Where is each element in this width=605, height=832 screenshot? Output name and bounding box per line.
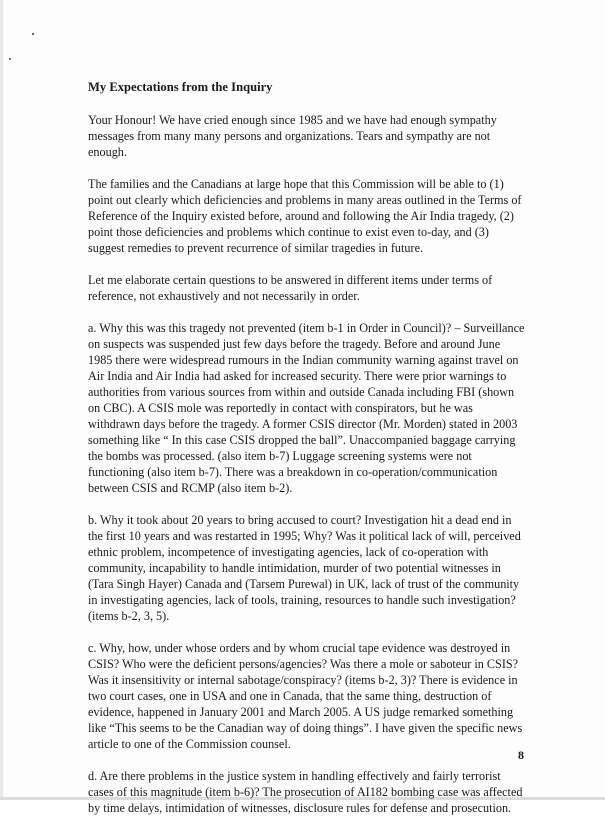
paragraph-elaborate: Let me elaborate certain questions to be answered in different items under terms of reference, not exhaustively and not necessarily in order.	[88, 273, 493, 303]
page-number: 8	[518, 748, 524, 762]
paragraph-item-b: b. Why it took about 20 years to bring accused to court? Investigation hit a dead end in the first 10 years and was restarted in 1995; Why? Was it political lack of will, perceived ethnic problem, incompetence of investigating agencies, lack of co-operation with community, incapability to handle intimidation, murder of two potential witnesses in (Tara Singh Hayer) Canada and (Tarsem Purewal) in UK, lack of trust of the community in investigating agencies, lack of tools, training, resources to handle such investigation? (items b-2, 3, 5).	[88, 513, 521, 623]
document-body	[88, 79, 525, 832]
scan-speck	[9, 58, 11, 60]
paragraph-intro: Your Honour! We have cried enough since 1985 and we have had enough sympathy messages from many many persons and organizations. Tears and sympathy are not enough.	[88, 113, 497, 159]
paragraph-item-d: d. Are there problems in the justice system in handling effectively and fairly terrorist cases of this magnitude (item b-6)? The prosecution of AI182 bombing case was affected by time delays, intimidation of witnesses, disclosure rules for defense and prosecution.	[88, 769, 523, 815]
paragraph-item-c: c. Why, how, under whose orders and by whom crucial tape evidence was destroyed in CSIS? Who were the deficient persons/agencies? Was there a mole or saboteur in CSIS? Was it insensitivity or internal sabotage/conspiracy? (items b-2, 3)? There is evidence in two court cases, one in USA and one in Canada, that the same thing, destruction of evidence, happened in January 2001 and March 2005. A US judge remarked something like “This seems to be the Canadian way of doing things”. I have given the specific news article to one of the Commission counsel.	[88, 641, 523, 751]
scan-speck	[32, 33, 34, 35]
paragraph-item-a: a. Why this was this tragedy not prevented (item b-1 in Order in Council)? – Surveillance on suspects was suspended just few days before the tragedy. Before and around June 1985 there were widespread rumours in the Indian community warning against travel on Air India and Air India had asked for increased security. There were prior warnings to authorities from various sources from within and outside Canada including FBI (shown on CBC). A CSIS mole was reportedly in contact with conspirators, but he was withdrawn days before the tragedy. A former CSIS director (Mr. Morden) stated in 2003 something like “ In this case CSIS dropped the ball”. Unaccompanied baggage carrying the bombs was processed. (also item b-7) Luggage screening systems were not functioning (also item b-7). There was a breakdown in co-operation/communication between CSIS and RCMP (also item b-2).	[88, 321, 525, 495]
paragraph-hopes: The families and the Canadians at large hope that this Commission will be able to (1) point out clearly which deficiencies and problems in many areas outlined in the Terms of Reference of the Inquiry existed before, around and following the Air India tragedy, (2) point those deficiencies and problems which continue to exist even to-day, and (3) suggest remedies to prevent recurrence of similar tragedies in future.	[88, 177, 522, 255]
section-heading: My Expectations from the Inquiry	[88, 80, 273, 94]
scan-edge-left	[0, 0, 3, 800]
